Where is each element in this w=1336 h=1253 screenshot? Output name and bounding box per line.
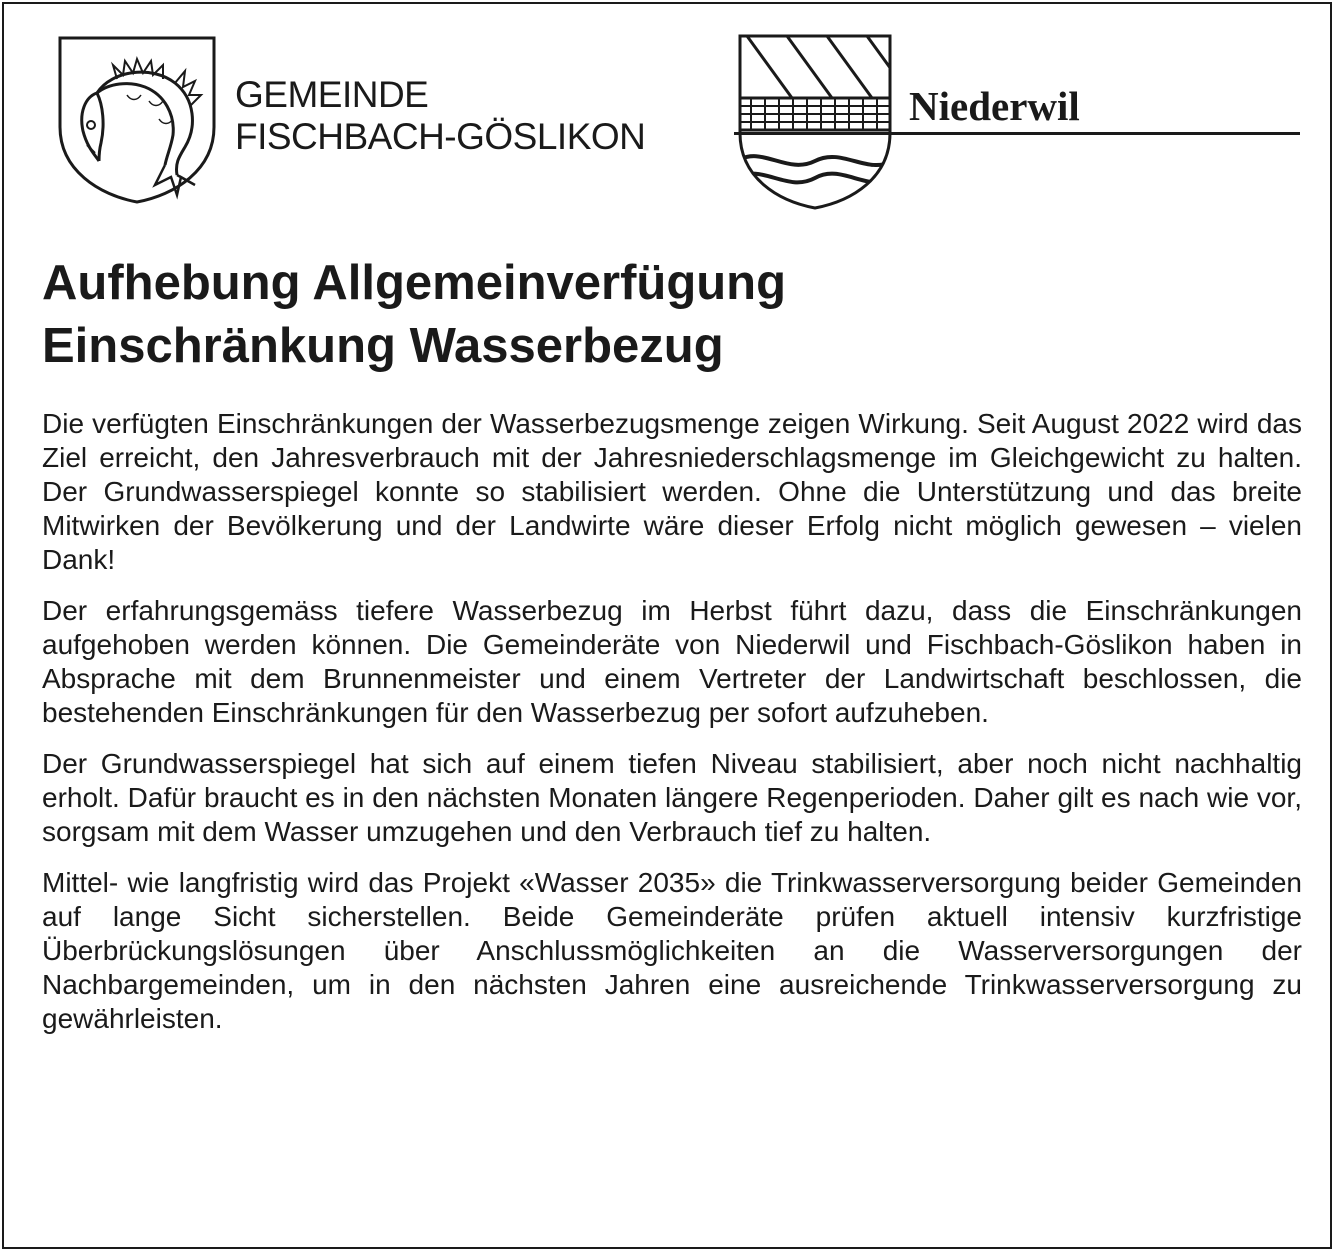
notice-title: [42, 252, 1302, 378]
body-paragraph: Der erfahrungsgemäss tiefere Wasserbezug im Herbst führt dazu, dass die Einschränkungen aufgehoben werden können. Die Gemeinderäte von Niederwil und Fischbach-Göslikon haben in Absprache mit dem Brunnenmeister und einem Vertreter der Landwirtschaft beschlossen, die bestehenden Einschränkungen für den Wasserbezug per sofort aufzuheben.: [42, 595, 1302, 728]
notice-body: [42, 407, 1302, 1053]
fish-crest-icon: [57, 35, 217, 205]
municipality-name-niederwil: Niederwil: [909, 83, 1080, 129]
header-divider: [734, 132, 1300, 135]
municipality-line1: GEMEINDE: [235, 74, 429, 115]
body-paragraph: Die verfügten Einschränkungen der Wasserbezugsmenge zeigen Wirkung. Seit August 2022 wird das Ziel erreicht, den Jahresverbrauch mit der Jahresniederschlagsmenge im Gleichgewicht zu halten. Der Grundwasserspiegel konnte so stabilisiert werden. Ohne die Unterstützung und das breite Mitwirken der Bevölkerung und der Landwirte wäre dieser Erfolg nicht möglich gewesen – vielen Dank!: [42, 408, 1302, 575]
title-line2: Einschränkung Wasserbezug: [42, 319, 724, 373]
municipality-line2: FISCHBACH-GÖSLIKON: [235, 116, 646, 157]
municipality-name-fischbach: [235, 74, 645, 158]
body-paragraph: Mittel- wie langfristig wird das Projekt «Wasser 2035» die Trinkwasserversorgung beider Gemeinden auf lange Sicht sicherstellen. Beide Gemeinderäte prüfen aktuell intensiv kurzfristige Überbrückungslösungen über Anschlussmöglichkeiten an die Wasserversorgungen der Nachbargemeinden, um in den nächsten Jahren eine ausreichende Trinkwasserversorgung zu gewährleisten.: [42, 867, 1302, 1034]
notice-page: [2, 2, 1332, 1249]
title-line1: Aufhebung Allgemeinverfügung: [42, 256, 787, 310]
striped-waves-crest-icon: [737, 33, 893, 211]
body-paragraph: Der Grundwasserspiegel hat sich auf einem tiefen Niveau stabilisiert, aber noch nicht nachhaltig erholt. Dafür braucht es in den nächsten Monaten längere Regenperioden. Daher gilt es nach wie vor, sorgsam mit dem Wasser umzugehen und den Verbrauch tief zu halten.: [42, 748, 1302, 847]
